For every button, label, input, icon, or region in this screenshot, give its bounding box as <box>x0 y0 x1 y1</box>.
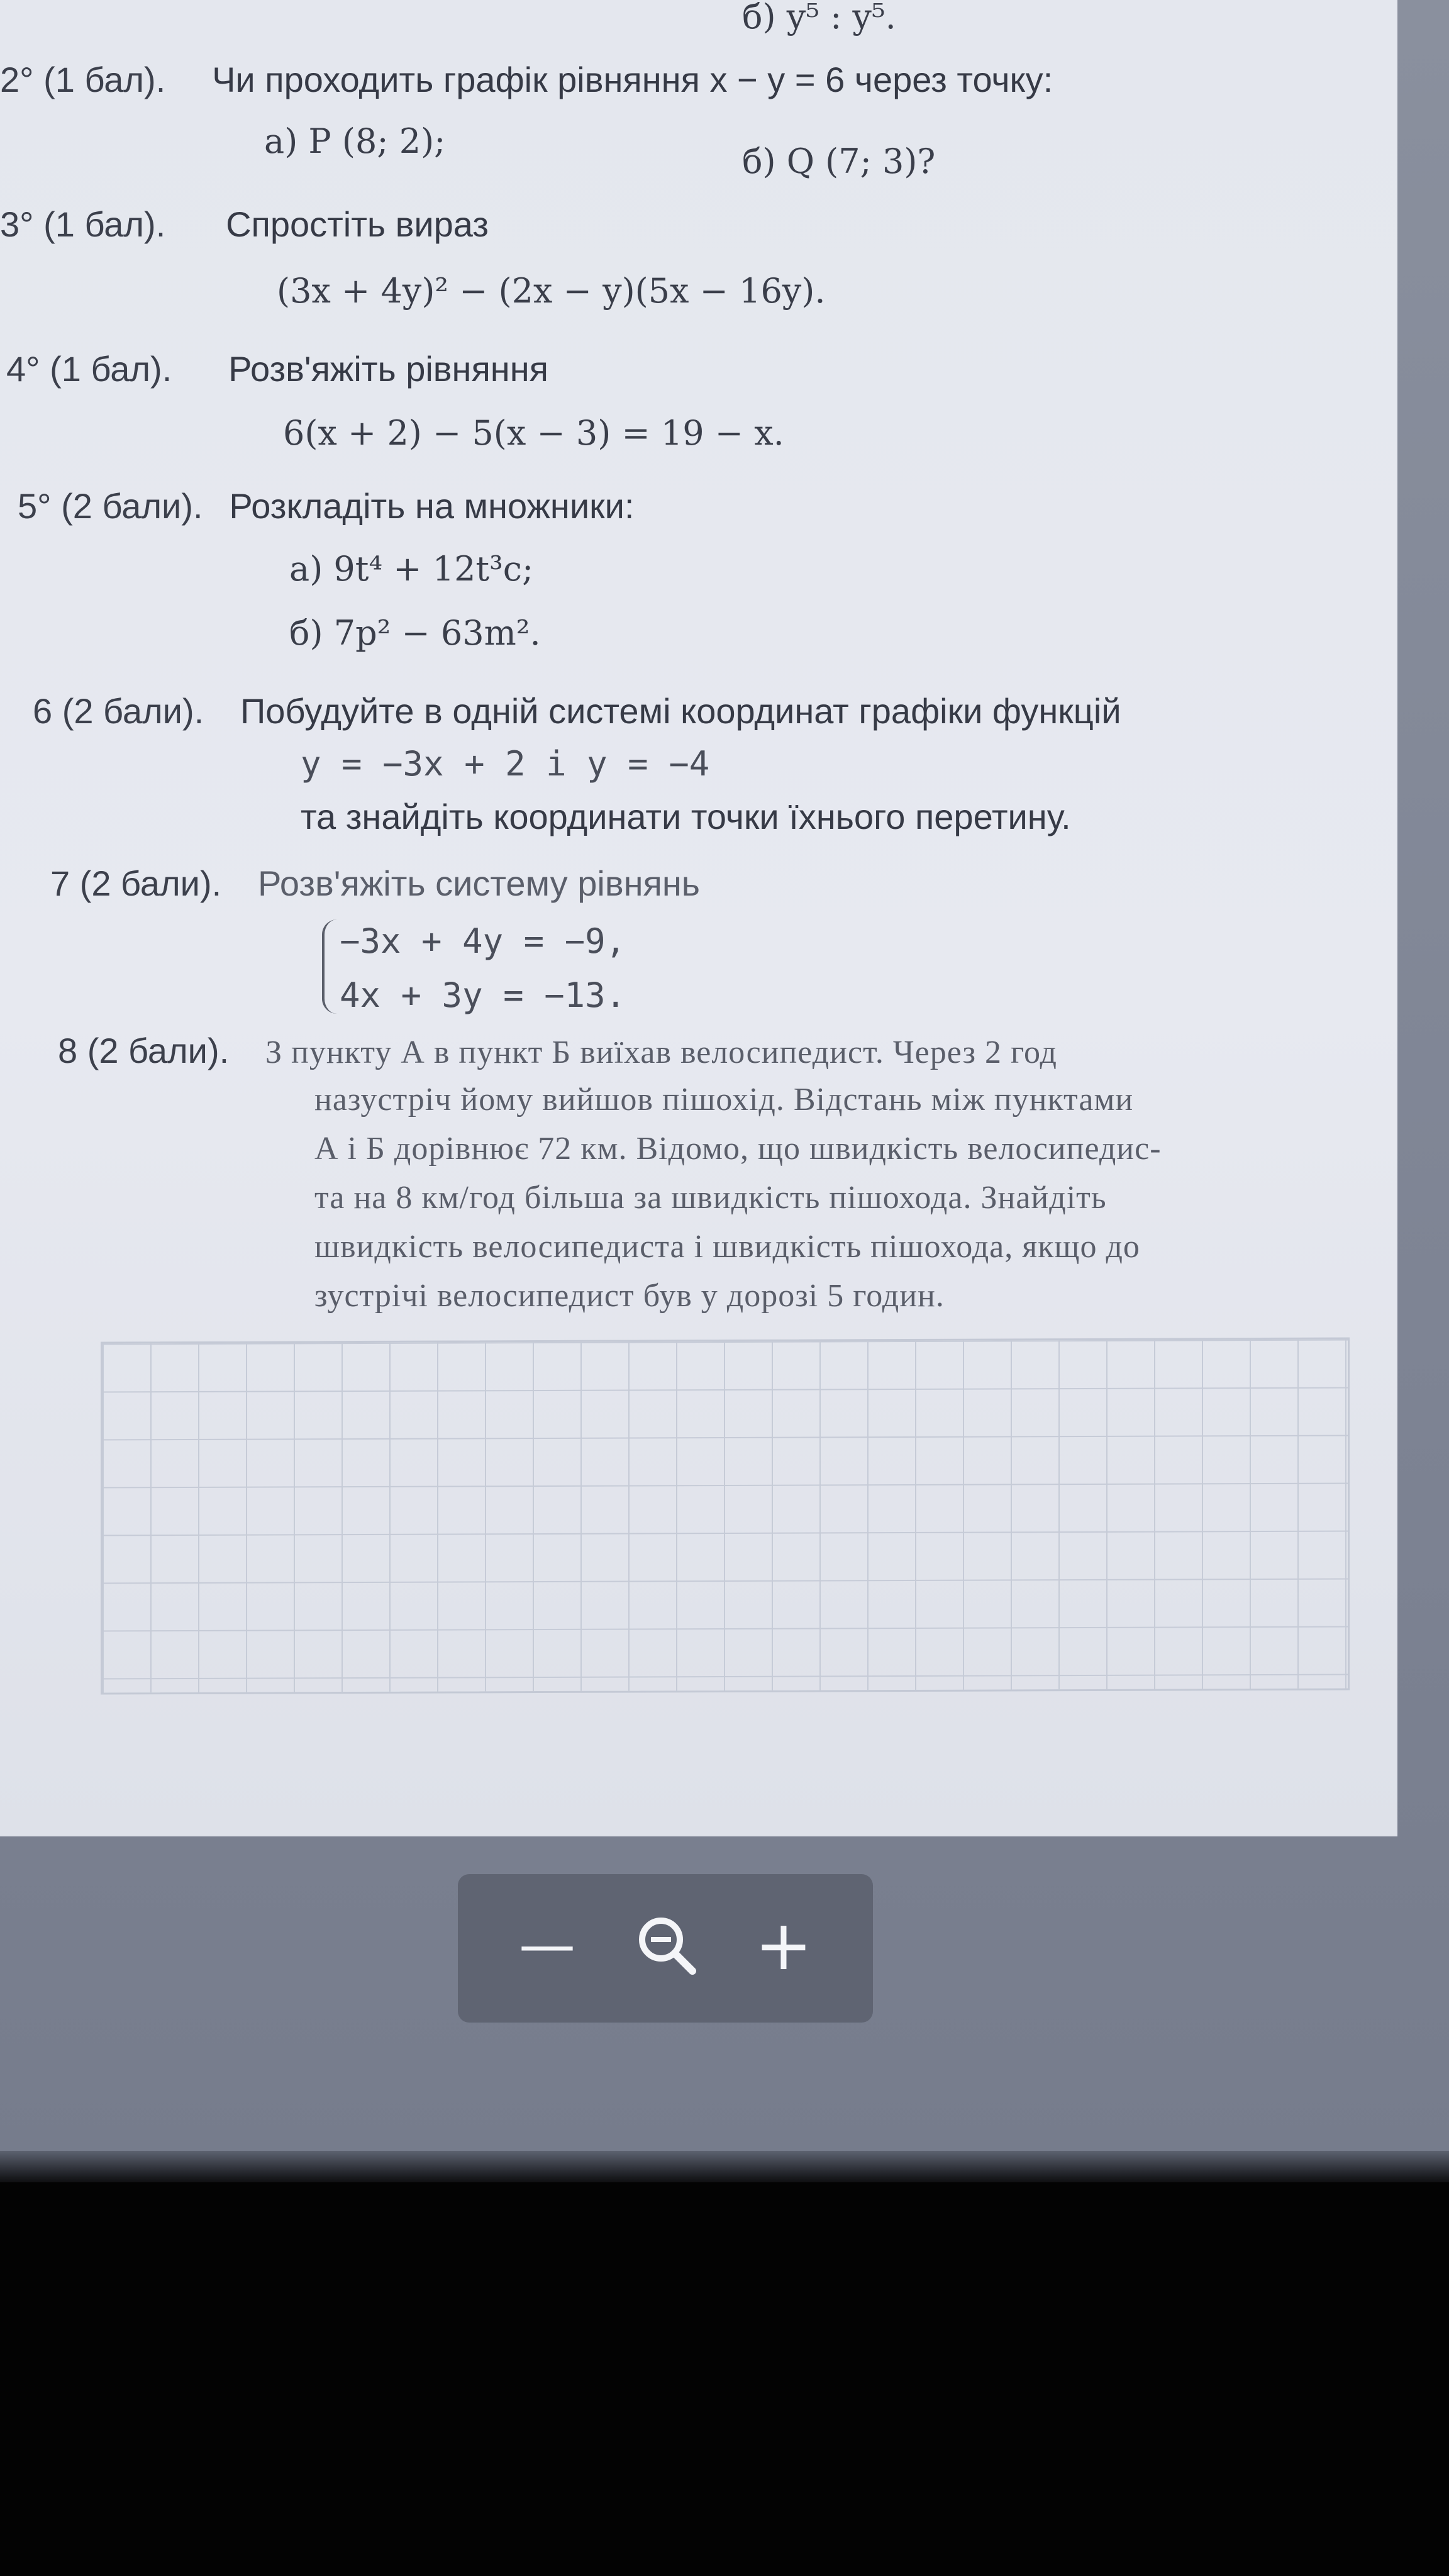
q2-text: Чи проходить графік рівняння x − y = 6 через точку: <box>212 60 1053 99</box>
zoom-in-button[interactable] <box>740 1898 828 1992</box>
q8-line-2: назустріч йому вийшов пішохід. Відстань між пунктами <box>314 1082 1134 1118</box>
q7-equation-2: 4x + 3y = −13. <box>340 975 626 1015</box>
zoom-out-button[interactable] <box>503 1898 591 1992</box>
q4-number: 4° (1 бал). <box>6 349 172 389</box>
q5-number: 5° (2 бали). <box>18 486 203 526</box>
q6-text: Побудуйте в одній системі координат графіки функцій <box>240 691 1121 731</box>
q8-line-3: А і Б дорівнює 72 км. Відомо, що швидкість велосипедис- <box>314 1131 1162 1167</box>
q5-option-a: а) 9t⁴ + 12t³c; <box>289 549 534 589</box>
device-bezel <box>0 2182 1449 2576</box>
question-2 <box>0 58 1053 103</box>
zoom-toolbar <box>458 1874 873 2023</box>
q3-expression: (3x + 4y)² − (2x − y)(5x − 16y). <box>277 271 826 311</box>
q2-option-b: б) Q (7; 3)? <box>742 142 936 181</box>
q6-functions: y = −3x + 2 і y = −4 <box>301 744 710 784</box>
zoom-out-icon: — <box>519 1912 575 1978</box>
question-7 <box>50 862 700 906</box>
q8-line-4: та на 8 км/год більша за швидкість пішохода. Знайдіть <box>314 1180 1107 1216</box>
q3-number: 3° (1 бал). <box>0 204 166 244</box>
q2-option-a: а) P (8; 2); <box>264 121 446 161</box>
q8-line-5: швидкість велосипедиста і швидкість пішохода, якщо до <box>314 1229 1140 1265</box>
q8-line-6: зустрічі велосипедист був у дорозі 5 годин. <box>314 1278 945 1314</box>
q1-option-b: б) y⁵ : y⁵. <box>742 0 896 36</box>
zoom-reset-button[interactable] <box>623 1898 711 1992</box>
q5-text: Розкладіть на множники: <box>229 486 635 526</box>
q4-equation: 6(x + 2) − 5(x − 3) = 19 − x. <box>283 413 784 453</box>
magnifier-icon <box>632 1911 701 1980</box>
q7-equation-1: −3x + 4y = −9, <box>340 921 626 961</box>
q8-number: 8 (2 бали). <box>58 1031 230 1070</box>
q6-continuation: та знайдіть координати точки їхнього перетину. <box>301 797 1071 836</box>
question-5 <box>18 484 634 529</box>
q5-option-b: б) 7p² − 63m². <box>289 613 541 653</box>
q6-number: 6 (2 бали). <box>33 691 204 731</box>
q7-number: 7 (2 бали). <box>50 863 222 903</box>
question-3 <box>0 203 489 247</box>
question-6 <box>33 689 1121 734</box>
q8-line-1: З пункту А в пункт Б виїхав велосипедист. Через 2 год <box>265 1035 1057 1070</box>
q7-text: Розв'яжіть систему рівнянь <box>257 863 700 903</box>
question-8 <box>58 1029 1057 1075</box>
question-4 <box>6 347 548 392</box>
answer-grid <box>101 1338 1350 1695</box>
q4-text: Розв'яжіть рівняння <box>228 349 548 389</box>
q2-number: 2° (1 бал). <box>0 60 166 99</box>
q3-text: Спростіть вираз <box>226 204 489 244</box>
zoom-in-icon: + <box>754 1905 813 1985</box>
